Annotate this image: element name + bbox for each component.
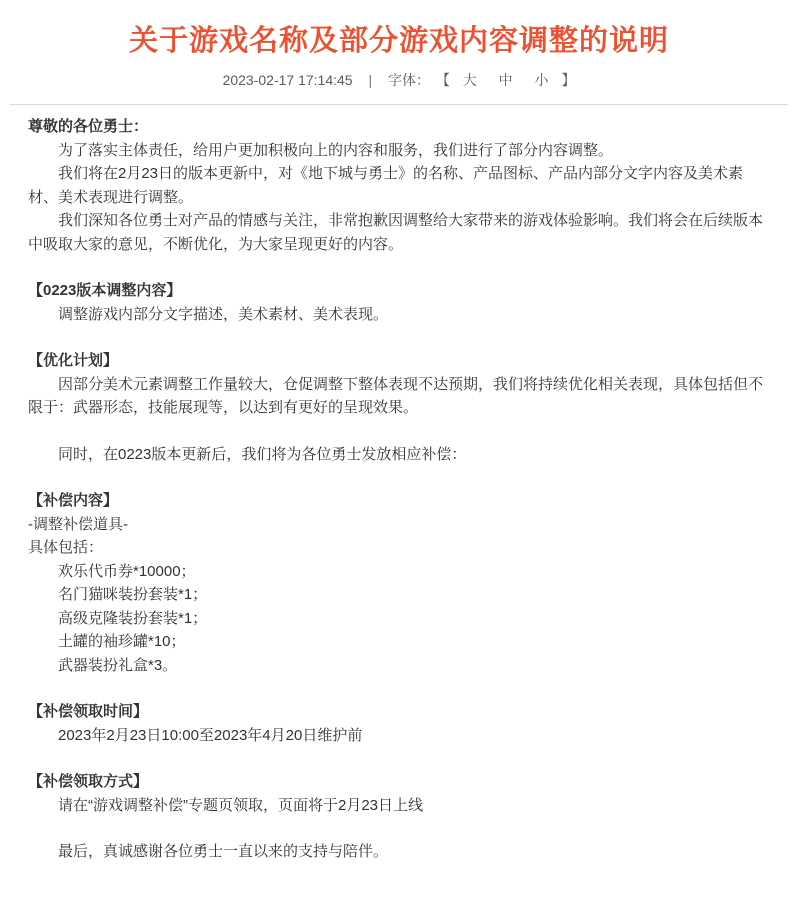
section-heading: 【补偿内容】 — [28, 492, 119, 509]
paragraph: 我们将在2月23日的版本更新中，对《地下城与勇士》的名称、产品图标、产品内部分文字内容及美术素材、美术表现进行调整。 — [28, 165, 744, 206]
section-heading: 【补偿领取时间】 — [28, 703, 149, 720]
paragraph: 武器装扮礼盒*3。 — [58, 656, 178, 674]
announcement-body — [0, 106, 798, 904]
paragraph: 为了落实主体责任，给用户更加积极向上的内容和服务，我们进行了部分内容调整。 — [58, 141, 614, 159]
section-heading: 【补偿领取方式】 — [28, 773, 149, 790]
article-meta — [0, 70, 798, 90]
paragraph: 请在“游戏调整补偿”专题页领取，页面将于2月23日上线 — [58, 796, 424, 814]
paragraph: 名门猫咪装扮套装*1； — [58, 586, 208, 603]
section-heading: 尊敬的各位勇士： — [28, 118, 149, 135]
bracket-close-icon: 】 — [561, 72, 576, 88]
paragraph: 同时，在0223版本更新后，我们将为各位勇士发放相应补偿： — [58, 445, 467, 463]
page-header — [0, 0, 798, 90]
bracket-open-icon: 【 — [435, 72, 450, 88]
font-size-option-large[interactable]: 大 — [462, 72, 477, 88]
section-heading: 【0223版本调整内容】 — [28, 282, 182, 299]
publish-datetime: 2023-02-17 17:14:45 — [222, 72, 353, 88]
paragraph: 具体包括： — [28, 539, 104, 556]
paragraph: 因部分美术元素调整工作量较大，仓促调整下整体表现不达预期，我们将持续优化相关表现，具体包括但不限于：武器形态，技能展现等，以达到有更好的呈现效果。 — [28, 375, 764, 416]
paragraph: -调整补偿道具- — [28, 515, 128, 533]
page-title: 关于游戏名称及部分游戏内容调整的说明 — [128, 25, 669, 57]
font-size-option-medium[interactable]: 中 — [498, 72, 513, 88]
font-size-label: 字体： — [387, 72, 430, 88]
section-heading: 【优化计划】 — [28, 352, 119, 369]
paragraph: 欢乐代币券*10000； — [58, 562, 196, 580]
paragraph: 最后，真诚感谢各位勇士一直以来的支持与陪伴。 — [58, 843, 389, 860]
paragraph: 我们深知各位勇士对产品的情感与关注，非常抱歉因调整给大家带来的游戏体验影响。我们将会在后续版本中吸取大家的意见，不断优化，为大家呈现更好的内容。 — [28, 212, 764, 253]
paragraph: 高级克隆装扮套装*1； — [58, 609, 208, 627]
paragraph: 2023年2月23日10:00至2023年4月20日维护前 — [58, 726, 363, 744]
font-size-option-small[interactable]: 小 — [534, 72, 549, 88]
meta-separator: | — [368, 72, 373, 88]
paragraph: 土罐的袖珍罐*10； — [58, 633, 186, 650]
paragraph: 调整游戏内部分文字描述，美术素材、美术表现。 — [58, 305, 389, 323]
